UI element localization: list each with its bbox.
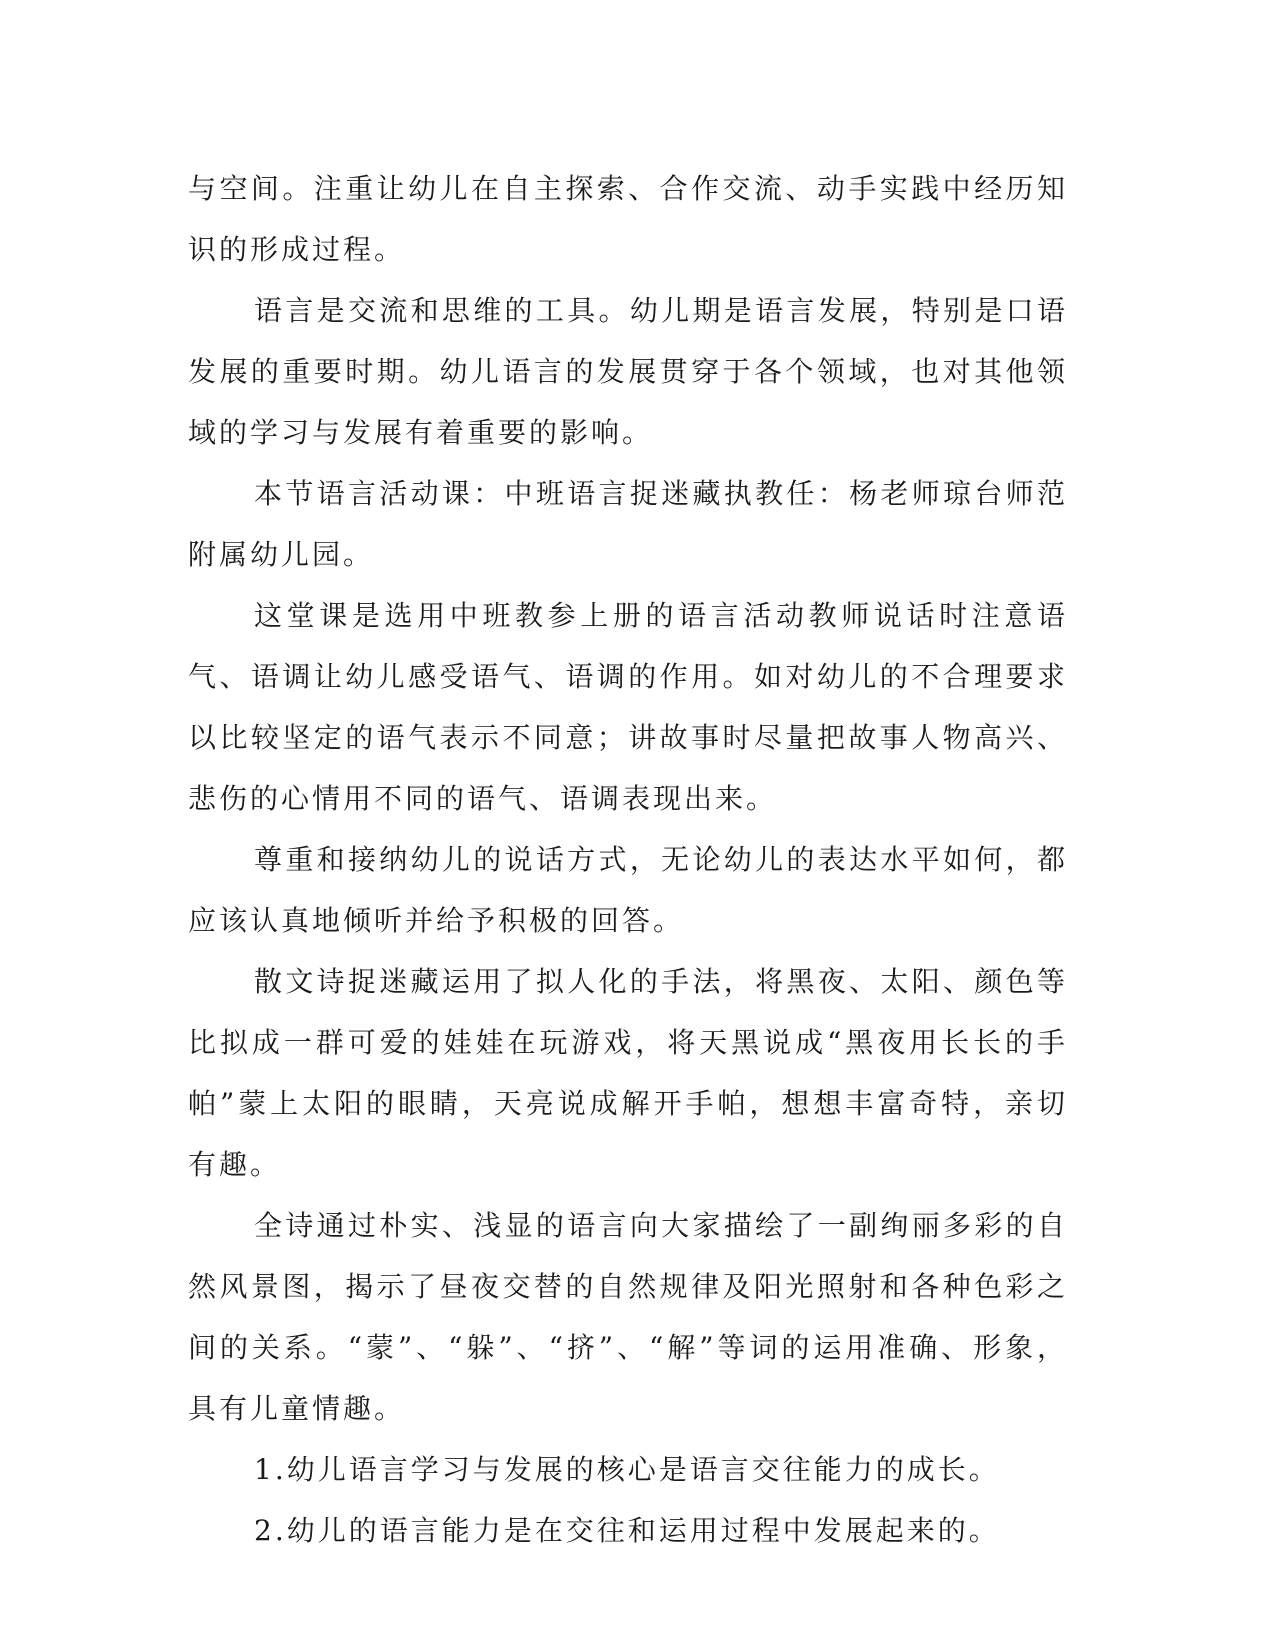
paragraph-continuation: 与空间。注重让幼儿在自主探索、合作交流、动手实践中经历知识的形成过程。	[188, 172, 1068, 266]
paragraph-language-tool: 语言是交流和思维的工具。幼儿期是语言发展，特别是口语发展的重要时期。幼儿语言的发展贯穿于各个领域，也对其他领域的学习与发展有着重要的影响。	[188, 294, 1068, 449]
paragraph-respect-expression: 尊重和接纳幼儿的说话方式，无论幼儿的表达水平如何，都应该认真地倾听并给予积极的回答。	[188, 843, 1068, 937]
paragraph-prose-poem: 散文诗捉迷藏运用了拟人化的手法，将黑夜、太阳、颜色等比拟成一群可爱的娃娃在玩游戏，将天黑说成“黑夜用长长的手帕”蒙上太阳的眼睛，天亮说成解开手帕，想想丰富奇特，亲切有趣。	[188, 965, 1068, 1181]
list-item-1: 1.幼儿语言学习与发展的核心是语言交往能力的成长。	[254, 1453, 1000, 1486]
paragraph-poem-summary: 全诗通过朴实、浅显的语言向大家描绘了一副绚丽多彩的自然风景图，揭示了昼夜交替的自然规律及阳光照射和各种色彩之间的关系。“蒙”、“躲”、“挤”、“解”等词的运用准确、形象，具有儿童情趣。	[188, 1209, 1068, 1425]
paragraph-lesson-info: 本节语言活动课：中班语言捉迷藏执教任：杨老师琼台师范附属幼儿园。	[188, 477, 1068, 571]
paragraph-lesson-tone: 这堂课是选用中班教参上册的语言活动教师说话时注意语气、语调让幼儿感受语气、语调的作用。如对幼儿的不合理要求以比较坚定的语气表示不同意；讲故事时尽量把故事人物高兴、悲伤的心情用不同的语气、语调表现出来。	[188, 599, 1068, 815]
document-body	[188, 158, 1068, 1561]
list-item-2: 2.幼儿的语言能力是在交往和运用过程中发展起来的。	[254, 1514, 1000, 1547]
